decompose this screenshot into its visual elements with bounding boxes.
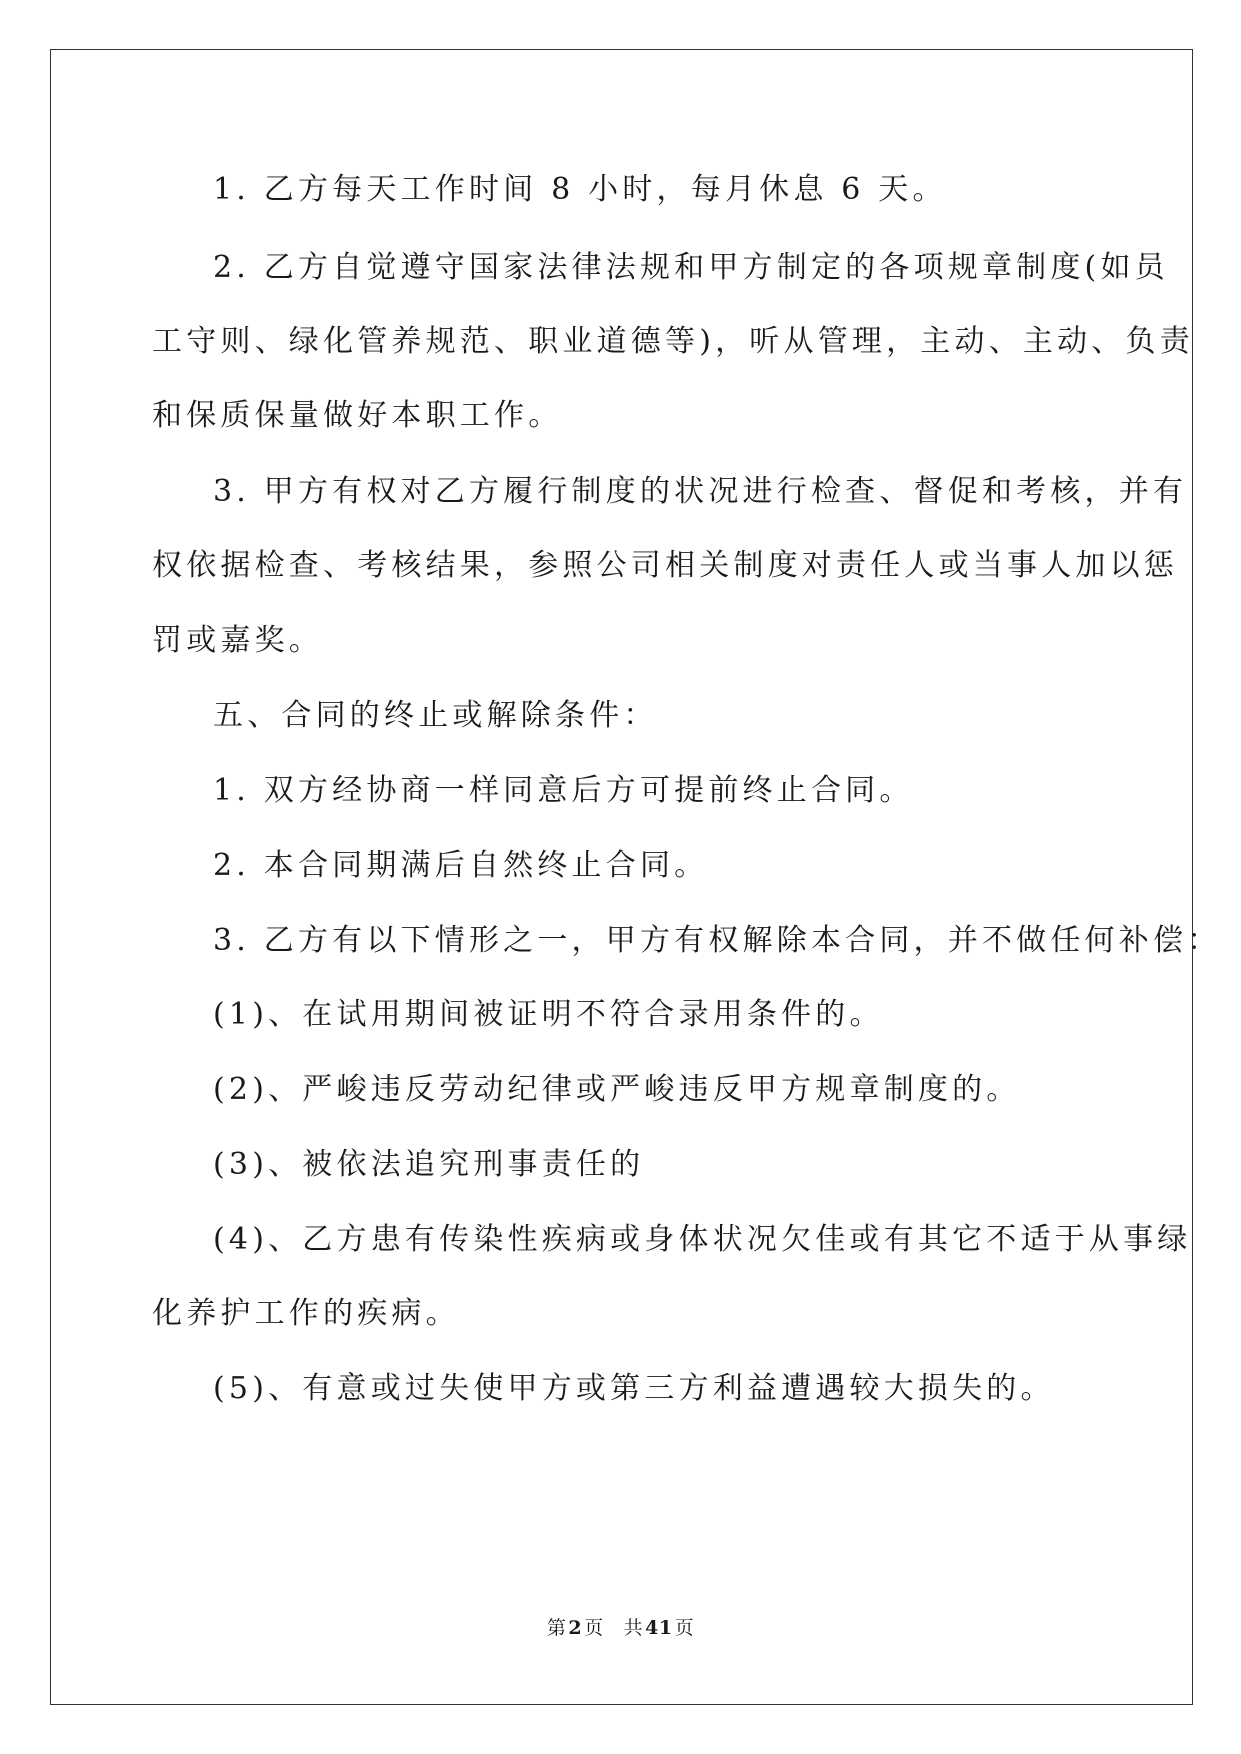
paragraph-line: (4)、乙方患有传染性疾病或身体状况欠佳或有其它不适于从事绿 bbox=[213, 1222, 1192, 1257]
paragraph-line: 工守则、绿化管养规范、职业道德等)，听从管理，主动、主动、负责 bbox=[152, 324, 1194, 359]
total-prefix: 共 bbox=[623, 1617, 644, 1639]
section-heading: 五、合同的终止或解除条件： bbox=[213, 698, 658, 733]
paragraph-line: 1. 乙方每天工作时间 8 小时，每月休息 6 天。 bbox=[213, 172, 947, 207]
paragraph-line: 1. 双方经协商一样同意后方可提前终止合同。 bbox=[213, 773, 914, 808]
paragraph-line: 和保质保量做好本职工作。 bbox=[152, 398, 563, 433]
page-suffix: 页 bbox=[584, 1617, 604, 1639]
page-footer bbox=[0, 1616, 1241, 1640]
paragraph-line: 罚或嘉奖。 bbox=[152, 623, 323, 658]
paragraph-line: 权依据检查、考核结果，参照公司相关制度对责任人或当事人加以惩 bbox=[152, 548, 1178, 583]
page-prefix: 第 bbox=[546, 1617, 567, 1639]
paragraph-line: 2. 乙方自觉遵守国家法律法规和甲方制定的各项规章制度(如员 bbox=[213, 250, 1169, 285]
paragraph-line: (2)、严峻违反劳动纪律或严峻违反甲方规章制度的。 bbox=[213, 1072, 1021, 1107]
paragraph-line: (5)、有意或过失使甲方或第三方利益遭遇较大损失的。 bbox=[213, 1371, 1055, 1406]
paragraph-line: 2. 本合同期满后自然终止合同。 bbox=[213, 848, 709, 883]
total-suffix: 页 bbox=[674, 1617, 695, 1639]
page-number: 2 bbox=[568, 1617, 583, 1639]
paragraph-line: (3)、被依法追究刑事责任的 bbox=[213, 1147, 645, 1182]
total-pages: 41 bbox=[645, 1617, 673, 1639]
paragraph-line: 化养护工作的疾病。 bbox=[152, 1296, 460, 1331]
paragraph-line: 3. 甲方有权对乙方履行制度的状况进行检查、督促和考核，并有 bbox=[213, 474, 1188, 509]
paragraph-line: 3. 乙方有以下情形之一，甲方有权解除本合同，并不做任何补偿： bbox=[213, 923, 1222, 958]
paragraph-line: (1)、在试用期间被证明不符合录用条件的。 bbox=[213, 997, 884, 1032]
